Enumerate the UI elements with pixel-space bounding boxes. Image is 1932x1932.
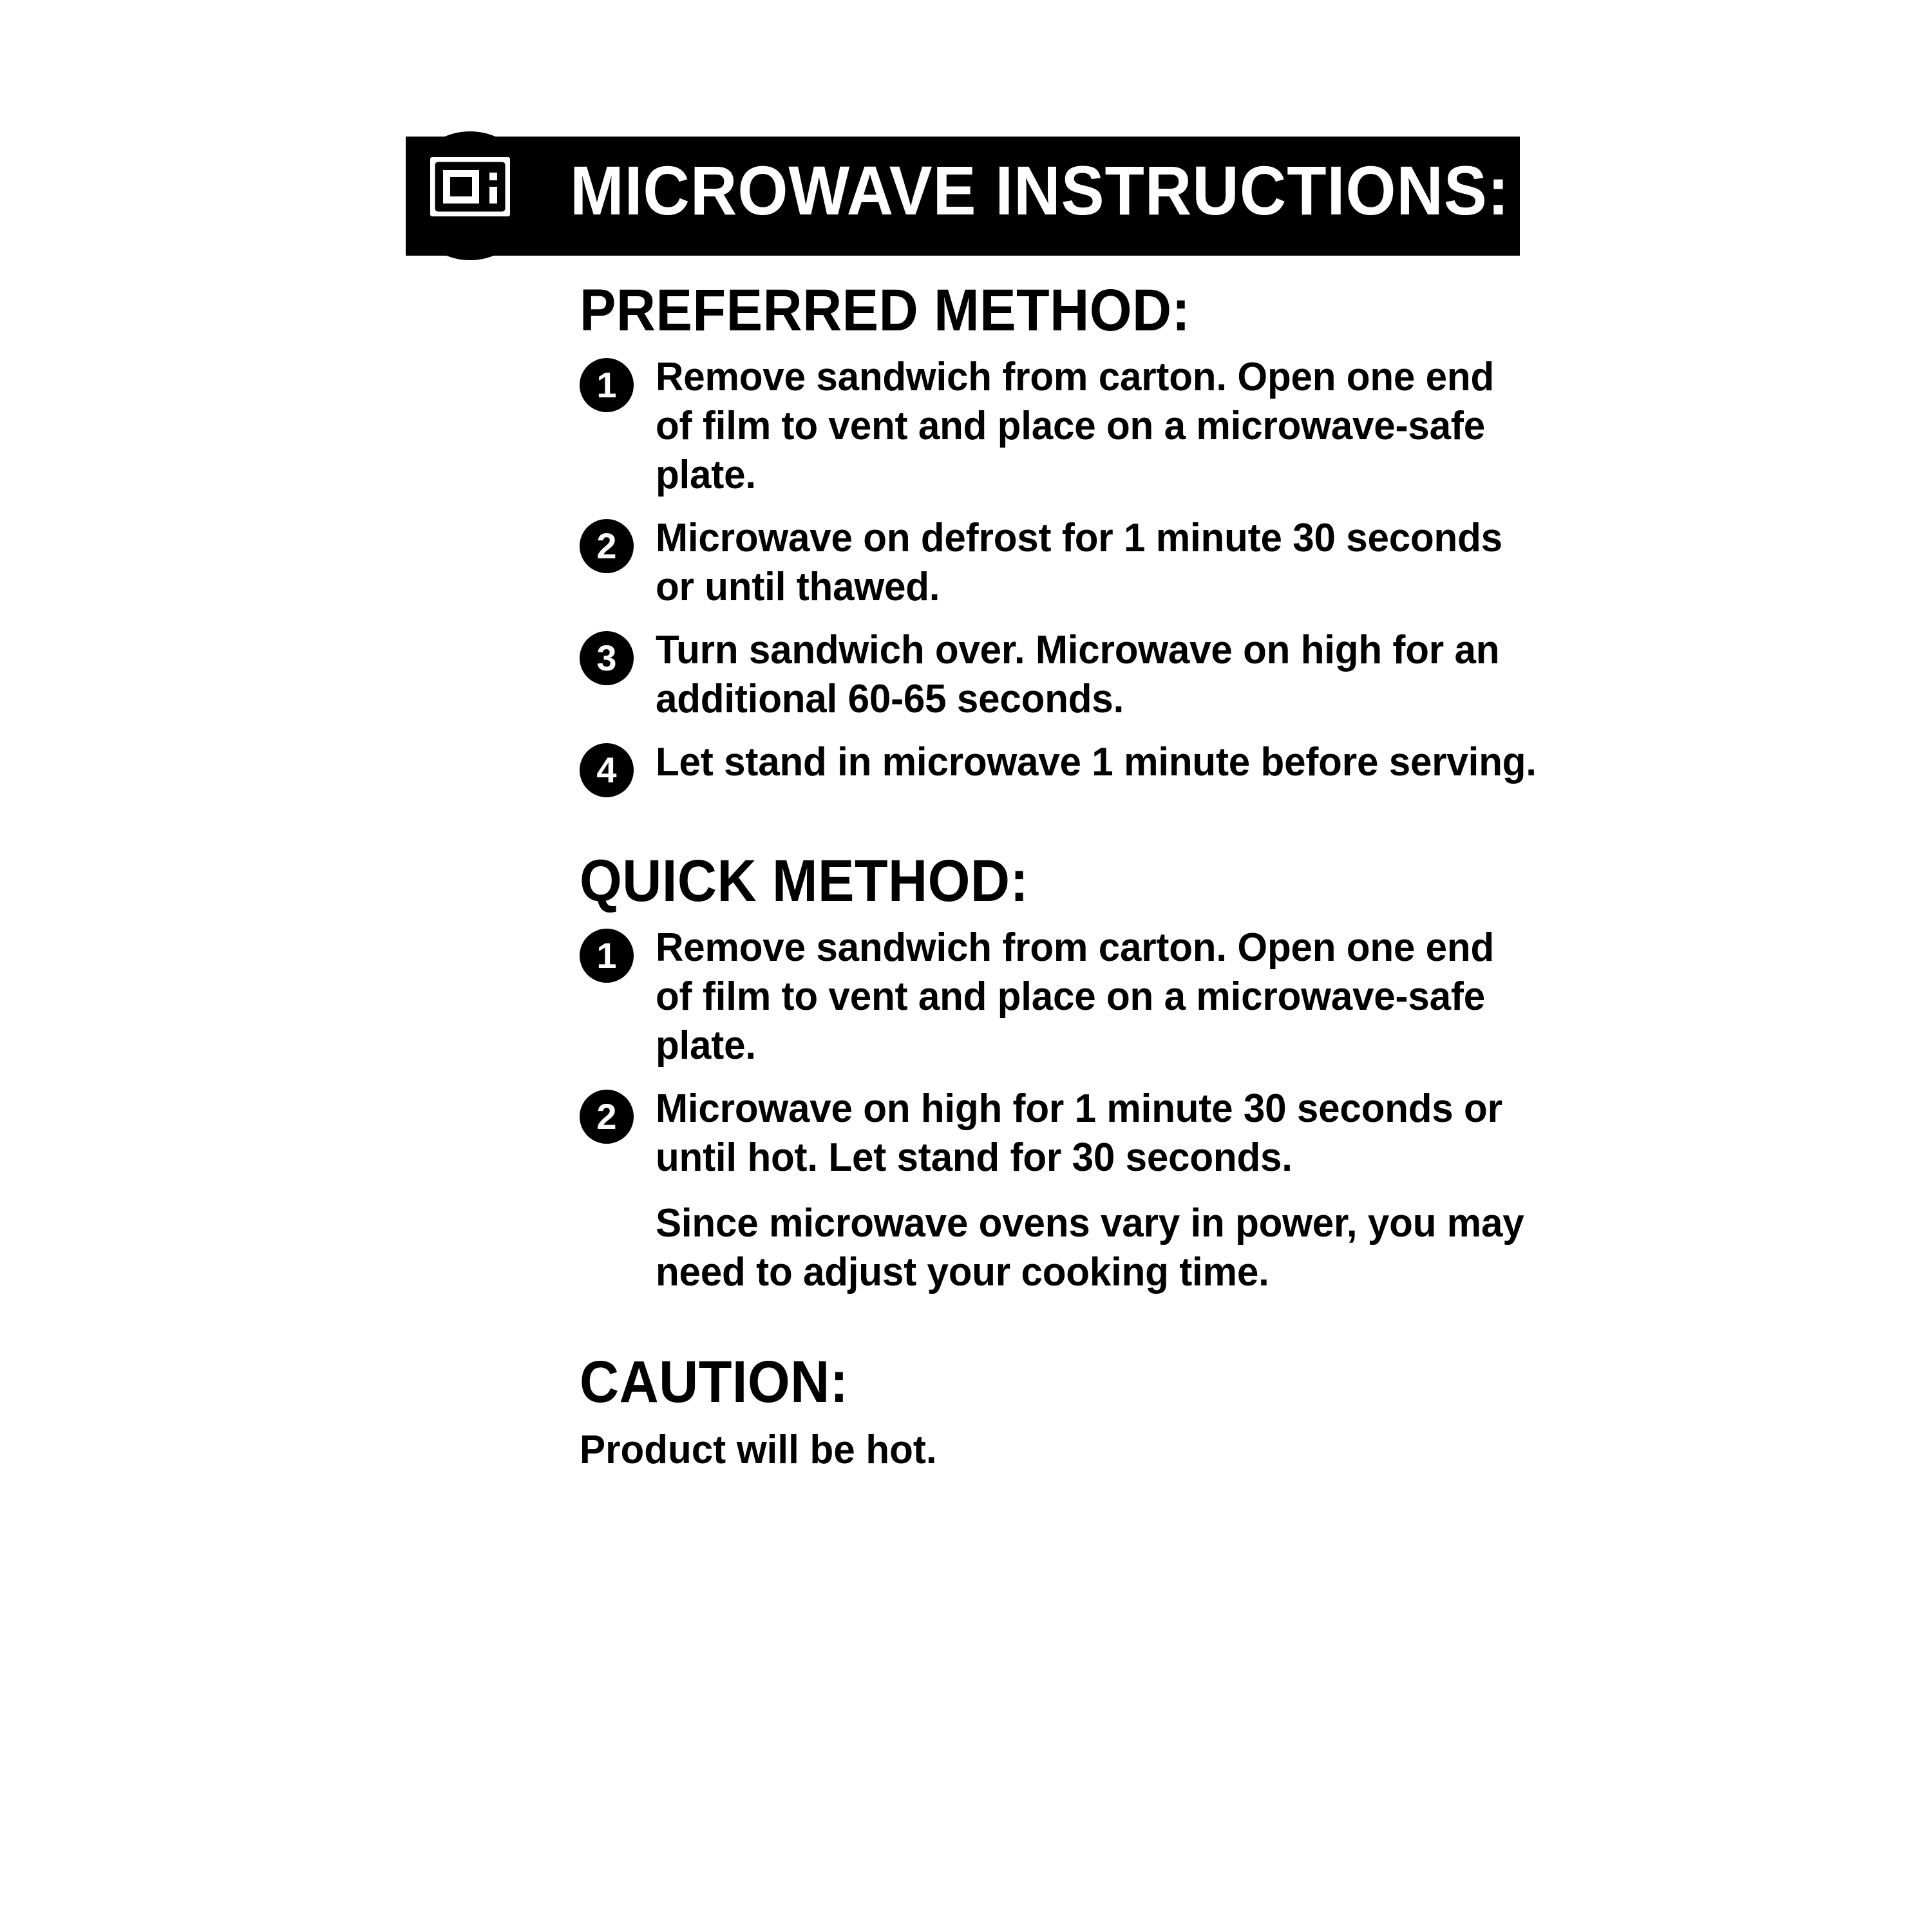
page-title: MICROWAVE INSTRUCTIONS: (570, 151, 1510, 229)
steps-list-quick (580, 923, 1565, 1182)
list-item (580, 923, 1565, 1070)
step-number-badge: 2 (580, 1090, 634, 1144)
step-text: Microwave on defrost for 1 minute 30 seconds or until thawed. (656, 516, 1502, 609)
instructions-body (580, 277, 1565, 1515)
list-item (580, 1084, 1565, 1182)
list-item (580, 353, 1565, 500)
caution-text: Product will be hot. (580, 1428, 937, 1472)
steps-list-preferred (580, 353, 1565, 797)
header-banner (406, 137, 1520, 256)
step-number-badge: 1 (580, 358, 634, 412)
step-number-badge: 3 (580, 631, 634, 685)
step-text: Let stand in microwave 1 minute before serving. (656, 740, 1537, 784)
section-heading-quick: QUICK METHOD: (580, 848, 1029, 914)
step-number-badge: 4 (580, 743, 634, 797)
list-item (580, 626, 1565, 724)
microwave-icon (430, 157, 510, 216)
list-item (580, 514, 1565, 612)
step-text: Turn sandwich over. Microwave on high for an additional 60-65 seconds. (656, 628, 1500, 721)
power-variance-note: Since microwave ovens vary in power, you may need to adjust your cooking time. (656, 1201, 1524, 1294)
section-heading-preferred: PREFERRED METHOD: (580, 278, 1191, 343)
step-text: Remove sandwich from carton. Open one end of film to vent and place on a microwave-safe plate. (656, 355, 1495, 497)
step-number-badge: 1 (580, 929, 634, 983)
step-text: Remove sandwich from carton. Open one end of film to vent and place on a microwave-safe plate. (656, 925, 1495, 1068)
section-heading-caution: CAUTION: (580, 1349, 849, 1415)
step-number-badge: 2 (580, 519, 634, 573)
list-item (580, 738, 1565, 797)
step-text: Microwave on high for 1 minute 30 seconds or until hot. Let stand for 30 seconds. (656, 1086, 1502, 1180)
